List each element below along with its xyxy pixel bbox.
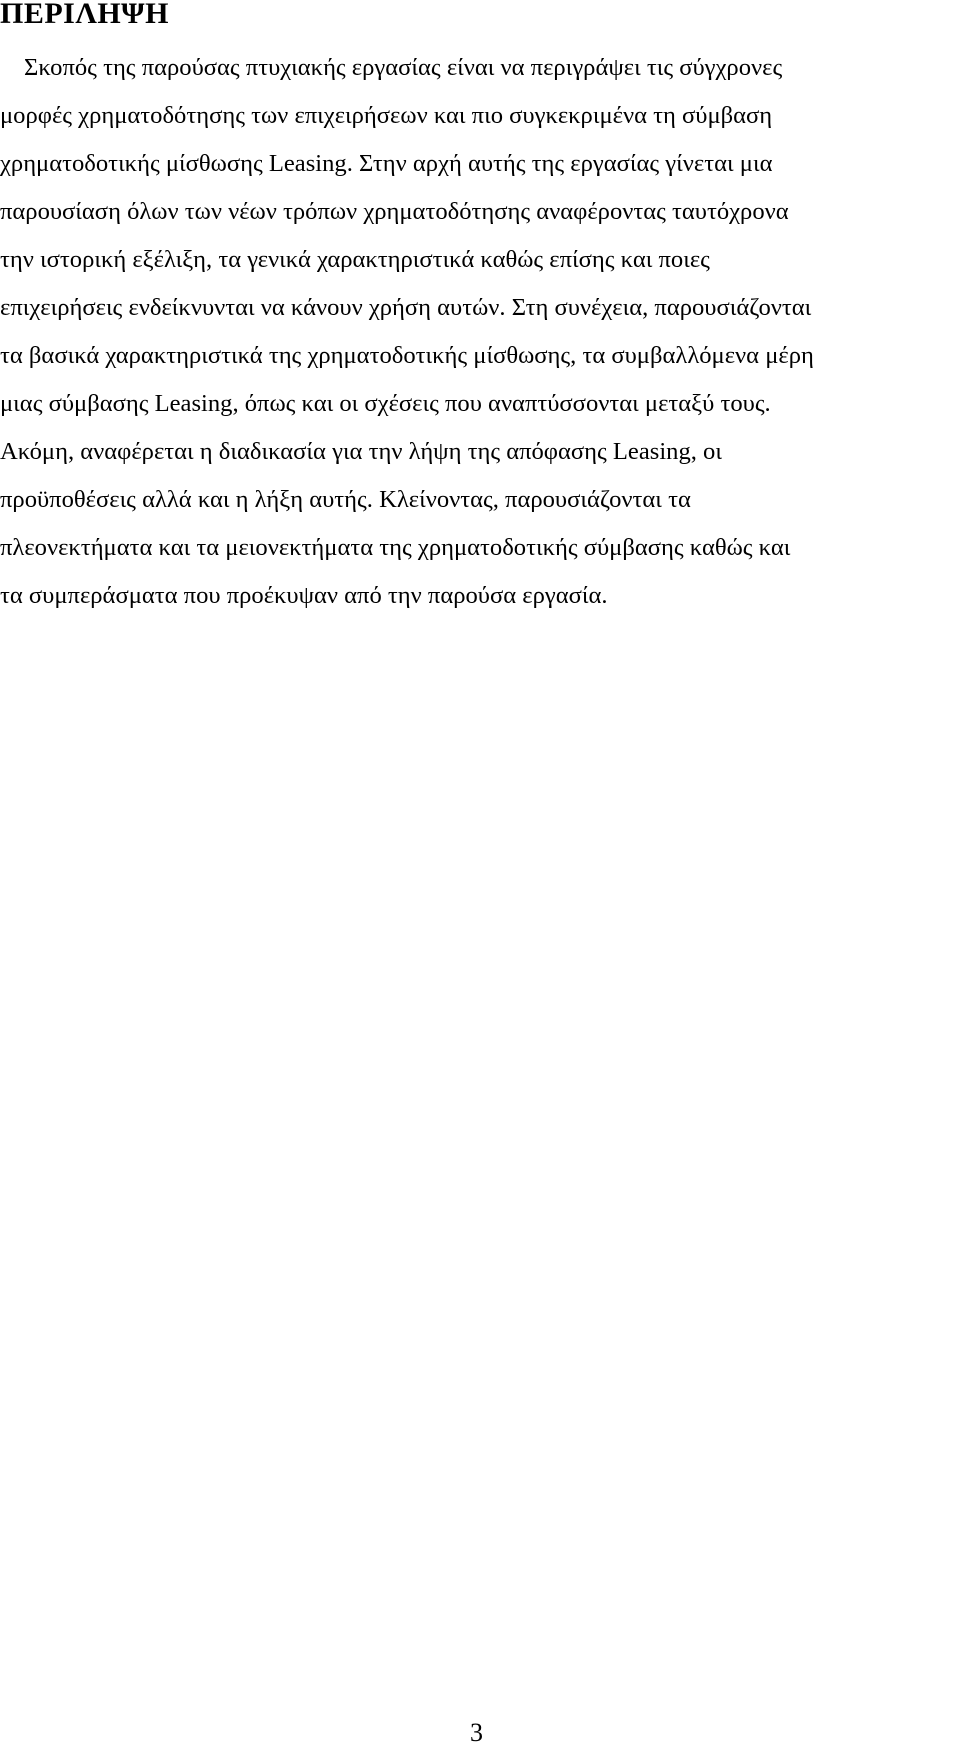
abstract-paragraph bbox=[0, 44, 940, 620]
paragraph-line: πλεονεκτήματα και τα μειονεκτήματα της χρηματοδοτικής σύμβασης καθώς και bbox=[0, 534, 791, 561]
paragraph-line: Σκοπός της παρούσας πτυχιακής εργασίας είναι να περιγράψει τις σύγχρονες bbox=[24, 54, 783, 81]
page-title: ΠΕΡΙΛΗΨΗ bbox=[0, 0, 169, 30]
paragraph-line: τα βασικά χαρακτηριστικά της χρηματοδοτικής μίσθωσης, τα συμβαλλόμενα μέρη bbox=[0, 342, 814, 369]
paragraph-line: τα συμπεράσματα που προέκυψαν από την παρούσα εργασία. bbox=[0, 582, 608, 609]
paragraph-line: την ιστορική εξέλιξη, τα γενικά χαρακτηριστικά καθώς επίσης και ποιες bbox=[0, 246, 710, 273]
paragraph-line: παρουσίαση όλων των νέων τρόπων χρηματοδότησης αναφέροντας ταυτόχρονα bbox=[0, 198, 789, 225]
paragraph-line: χρηματοδοτικής μίσθωσης Leasing. Στην αρχή αυτής της εργασίας γίνεται μια bbox=[0, 150, 773, 177]
paragraph-line: μορφές χρηματοδότησης των επιχειρήσεων και πιο συγκεκριμένα τη σύμβαση bbox=[0, 102, 773, 129]
paragraph-line: μιας σύμβασης Leasing, όπως και οι σχέσεις που αναπτύσσονται μεταξύ τους. bbox=[0, 390, 771, 417]
page-number: 3 bbox=[470, 1718, 483, 1747]
paragraph-line: Ακόμη, αναφέρεται η διαδικασία για την λήψη της απόφασης Leasing, οι bbox=[0, 438, 722, 465]
paragraph-line: επιχειρήσεις ενδείκνυνται να κάνουν χρήση αυτών. Στη συνέχεια, παρουσιάζονται bbox=[0, 294, 812, 321]
paragraph-line: προϋποθέσεις αλλά και η λήξη αυτής. Κλείνοντας, παρουσιάζονται τα bbox=[0, 486, 691, 513]
